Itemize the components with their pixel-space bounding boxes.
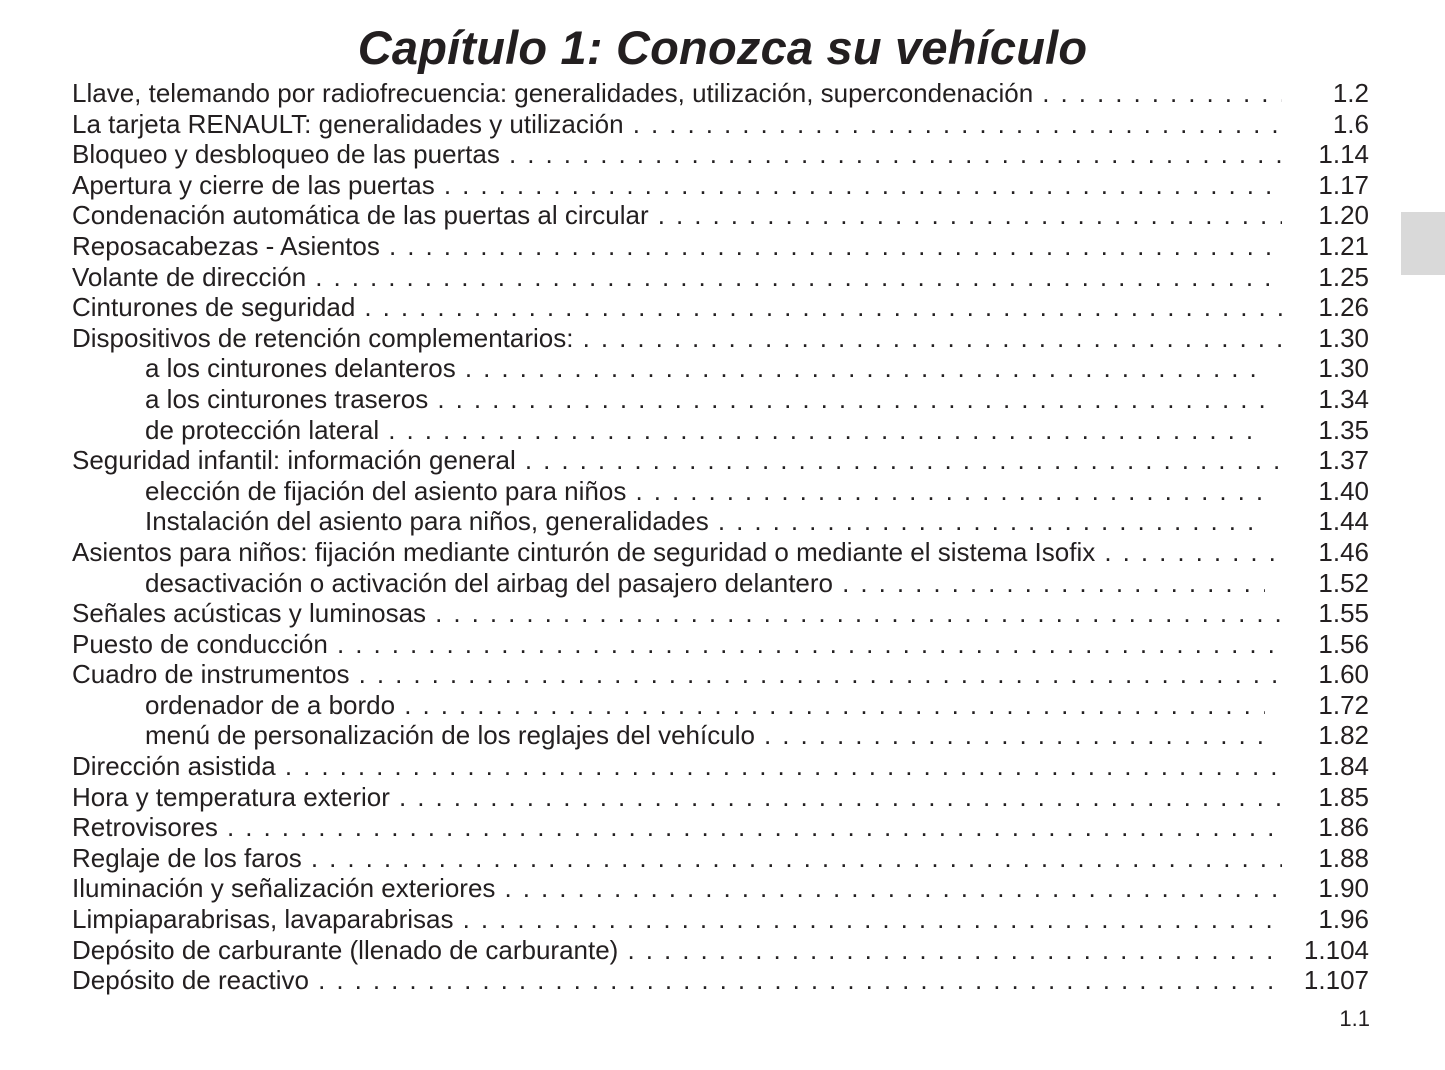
toc-entry-page: 1.82 <box>1318 720 1369 751</box>
toc-entry[interactable] <box>72 598 1369 629</box>
toc-entry-page: 1.30 <box>1318 322 1369 353</box>
toc-entry-page: 1.26 <box>1318 292 1369 323</box>
toc-subentry[interactable] <box>72 384 1369 415</box>
toc-subentry[interactable] <box>72 353 1369 384</box>
toc-entry[interactable] <box>72 445 1369 476</box>
toc-entry-page: 1.6 <box>1332 108 1369 139</box>
toc-entry-page: 1.17 <box>1318 169 1369 200</box>
toc-entry-page: 1.56 <box>1318 628 1369 659</box>
toc-entry-label: Puesto de conducción . . . <box>72 629 1282 660</box>
toc-entry-label: Llave, telemando por radiofrecuencia: generalidades, utilización, supercondenación . . . <box>72 78 1282 109</box>
toc-entry-page: 1.30 <box>1318 353 1369 384</box>
toc-entry-label: Instalación del asiento para niños, generalidades . . . <box>145 506 1265 537</box>
toc-entry[interactable] <box>72 904 1369 935</box>
toc-entry-page: 1.14 <box>1318 139 1369 170</box>
toc-entry-page: 1.86 <box>1318 812 1369 843</box>
toc-entry-label: a los cinturones traseros . . . <box>145 384 1265 415</box>
toc-entry-page: 1.107 <box>1303 965 1369 996</box>
toc-entry-label: Bloqueo y desbloqueo de las puertas . . . <box>72 139 1282 170</box>
toc-entry-page: 1.46 <box>1318 536 1369 567</box>
toc-entry[interactable] <box>72 629 1369 660</box>
toc-entry[interactable] <box>72 139 1369 170</box>
toc-entry-page: 1.60 <box>1318 659 1369 690</box>
toc-entry-page: 1.20 <box>1318 200 1369 231</box>
toc-subentry[interactable] <box>72 476 1369 507</box>
toc-entry-page: 1.85 <box>1318 781 1369 812</box>
toc-entry-label: Señales acústicas y luminosas . . . <box>72 598 1282 629</box>
toc-entry[interactable] <box>72 812 1369 843</box>
toc-entry-label: Depósito de carburante (llenado de carburante) . . . <box>72 935 1282 966</box>
toc-entry[interactable] <box>72 659 1369 690</box>
toc-subentry[interactable] <box>72 720 1369 751</box>
toc-entry-label: Limpiaparabrisas, lavaparabrisas . . . <box>72 904 1282 935</box>
toc-entry-label: ordenador de a bordo . . . <box>145 690 1265 721</box>
toc-entry-label: Iluminación y señalización exteriores . . . <box>72 873 1282 904</box>
toc-entry-label: Apertura y cierre de las puertas . . . <box>72 170 1282 201</box>
toc-entry-label: Dispositivos de retención complementarios: . . . <box>72 323 1282 354</box>
toc-entry[interactable] <box>72 751 1369 782</box>
page-number: 1.1 <box>1339 1006 1370 1031</box>
toc-entry[interactable] <box>72 965 1369 996</box>
toc-entry-page: 1.34 <box>1318 383 1369 414</box>
toc-entry[interactable] <box>72 109 1369 140</box>
toc-entry[interactable] <box>72 292 1369 323</box>
toc-entry-page: 1.90 <box>1318 873 1369 904</box>
toc-entry-label: Reglaje de los faros . . . <box>72 843 1282 874</box>
toc-entry-page: 1.25 <box>1318 261 1369 292</box>
table-of-contents <box>72 78 1369 996</box>
toc-entry-page: 1.37 <box>1318 445 1369 476</box>
toc-entry-label: Volante de dirección . . . <box>72 262 1282 293</box>
toc-subentry[interactable] <box>72 690 1369 721</box>
toc-entry[interactable] <box>72 843 1369 874</box>
toc-entry-page: 1.84 <box>1318 751 1369 782</box>
toc-subentry[interactable] <box>72 568 1369 599</box>
toc-entry-label: Depósito de reactivo . . . <box>72 965 1282 996</box>
toc-entry-label: elección de fijación del asiento para niños . . . <box>145 476 1265 507</box>
toc-entry-label: menú de personalización de los reglajes del vehículo . . . <box>145 720 1265 751</box>
toc-entry-page: 1.104 <box>1303 934 1369 965</box>
toc-entry-label: Cuadro de instrumentos . . . <box>72 659 1282 690</box>
toc-entry-page: 1.44 <box>1318 506 1369 537</box>
toc-entry-label: Reposacabezas - Asientos . . . <box>72 231 1282 262</box>
toc-entry-label: Seguridad infantil: información general . . . <box>72 445 1282 476</box>
toc-entry-label: de protección lateral . . . <box>145 415 1265 446</box>
toc-subentry[interactable] <box>72 506 1369 537</box>
toc-entry-page: 1.21 <box>1318 230 1369 261</box>
toc-entry-label: Retrovisores . . . <box>72 812 1282 843</box>
toc-entry-page: 1.88 <box>1318 842 1369 873</box>
toc-entry-label: desactivación o activación del airbag del pasajero delantero . . . <box>145 568 1265 599</box>
toc-entry[interactable] <box>72 782 1369 813</box>
toc-entry[interactable] <box>72 170 1369 201</box>
toc-entry-label: Cinturones de seguridad . . . <box>72 292 1282 323</box>
toc-entry-page: 1.55 <box>1318 598 1369 629</box>
toc-entry-label: La tarjeta RENAULT: generalidades y utilización . . . <box>72 109 1282 140</box>
toc-entry-page: 1.35 <box>1318 414 1369 445</box>
chapter-title: Capítulo 1: Conozca su vehículo <box>357 21 1088 74</box>
toc-entry-label: a los cinturones delanteros . . . <box>145 353 1265 384</box>
toc-entry-label: Hora y temperatura exterior . . . <box>72 782 1282 813</box>
toc-entry-page: 1.52 <box>1318 567 1369 598</box>
toc-entry[interactable] <box>72 200 1369 231</box>
toc-entry-label: Condenación automática de las puertas al circular . . . <box>72 200 1282 231</box>
toc-entry[interactable] <box>72 935 1369 966</box>
toc-entry[interactable] <box>72 323 1369 354</box>
toc-entry[interactable] <box>72 262 1369 293</box>
toc-entry-label: Asientos para niños: fijación mediante cinturón de seguridad o mediante el sistema Isofix . . . <box>72 537 1282 568</box>
toc-entry-page: 1.96 <box>1318 904 1369 935</box>
chapter-side-tab <box>1401 212 1445 275</box>
toc-entry-page: 1.40 <box>1318 475 1369 506</box>
toc-entry[interactable] <box>72 873 1369 904</box>
toc-entry[interactable] <box>72 231 1369 262</box>
toc-entry[interactable] <box>72 78 1369 109</box>
toc-entry-page: 1.72 <box>1318 689 1369 720</box>
toc-entry[interactable] <box>72 537 1369 568</box>
toc-entry-label: Dirección asistida . . . <box>72 751 1282 782</box>
toc-entry-page: 1.2 <box>1332 78 1369 108</box>
toc-subentry[interactable] <box>72 415 1369 446</box>
